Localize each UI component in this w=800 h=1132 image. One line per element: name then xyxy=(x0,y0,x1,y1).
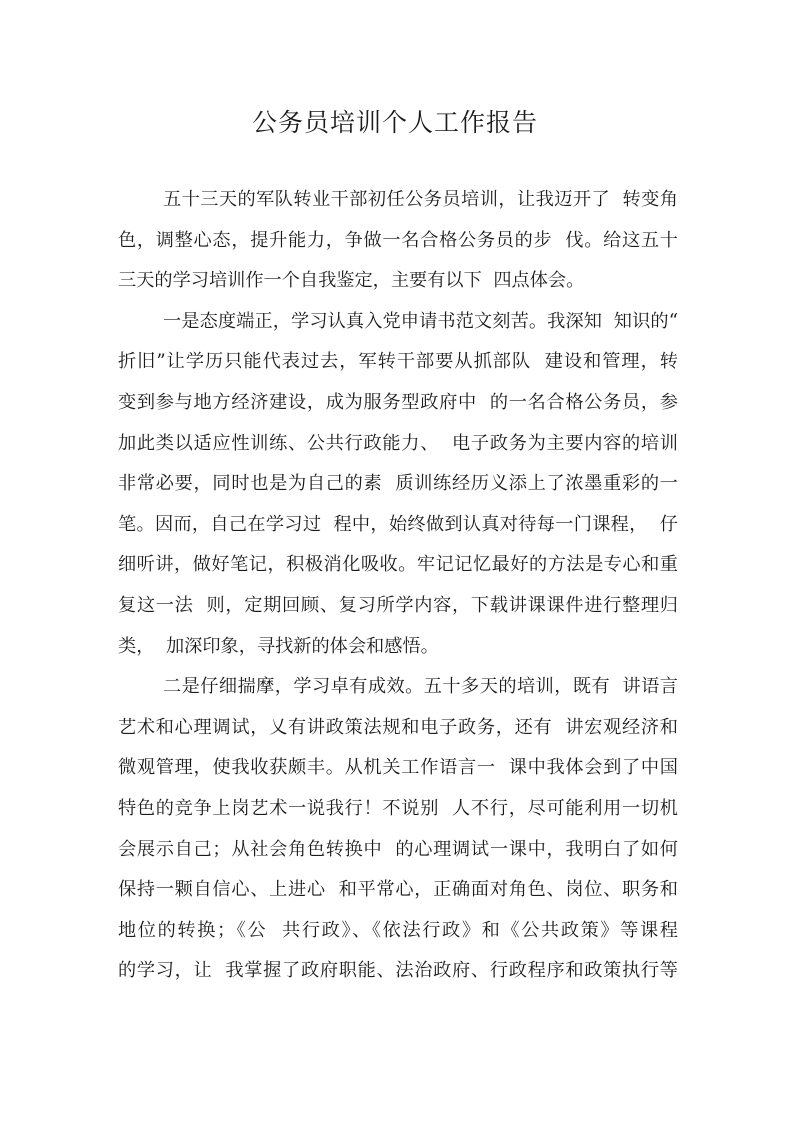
paragraph-2-line-7: 细听讲，做好笔记，积极消化吸收。牢记记忆最好的方法是专心和重 xyxy=(118,554,678,576)
document-title: 公务员培训个人工作报告 xyxy=(251,108,538,137)
paragraph-3-line-2: 艺术和心理调试，乂有讲政策法规和电子政务，还有 讲宏观经济和 xyxy=(118,716,678,738)
paragraph-2-line-5: 非常必要，同时也是为自己的素 质训练经历义添上了浓墨重彩的一 xyxy=(118,473,678,495)
paragraph-2-line-4: 加此类以适应性训练、公共行政能力、 电子政务为主要内容的培训 xyxy=(118,432,678,454)
paragraph-1-line-1: 五十三天的军队转业干部初任公务员培训，让我迈开了 转变角 xyxy=(163,189,678,210)
paragraph-3-line-1: 二是仔细揣摩，学习卓有成效。五十多天的培训，既有 讲语言 xyxy=(163,676,678,698)
paragraph-3-line-6: 保持一颗自信心、上进心 和平常心，正确面对角色、岗位、职务和 xyxy=(118,879,678,901)
paragraph-2-line-8: 复这一法 则，定期回顾、复习所学内容，下载讲课课件进行整理归 xyxy=(118,594,678,616)
paragraph-2-line-6: 笔。因而，自己在学习过 程中，始终做到认真对待每一门课程， 仔 xyxy=(118,513,678,535)
document-body xyxy=(118,180,678,992)
paragraph-3-line-8: 的学习，让 我掌握了政府职能、法治政府、行政程序和政策执行等 xyxy=(118,960,678,982)
paragraph-2-line-2: 折旧”让学历只能代表过去，军转干部要从抓部队 建设和管理，转 xyxy=(118,351,678,373)
paragraph-2-line-1: 一是态度端正，学习认真入党申请书范文刻苦。我深知 知识的“ xyxy=(163,310,678,332)
paragraph-3-line-7: 地位的转换；《公 共行政》、《依法行政》和《公共政策》等课程 xyxy=(118,919,678,941)
paragraph-1-line-3: 三天的学习培训作一个自我鉴定，主要有以下 四点体会。 xyxy=(118,270,585,292)
paragraph-1-line-2: 色，调整心态，提升能力，争做一名合格公务员的步 伐。给这五十 xyxy=(118,229,678,251)
paragraph-2-line-3: 变到参与地方经济建设，成为服务型政府中 的一名合格公务员，参 xyxy=(118,391,678,413)
paragraph-3-line-3: 微观管理，使我收获颇丰。从机关工作语言一 课中我体会到了中国 xyxy=(118,757,678,779)
paragraph-3-line-4: 特色的竞争上岗艺术一说我行！不说别 人不行，尽可能利用一切机 xyxy=(118,797,678,819)
paragraph-2-line-9: 类， 加深印象，寻找新的体会和感悟。 xyxy=(118,635,439,657)
paragraph-3-line-5: 会展示自己；从社会角色转换中 的心理调试一课中，我明白了如何 xyxy=(118,838,678,860)
